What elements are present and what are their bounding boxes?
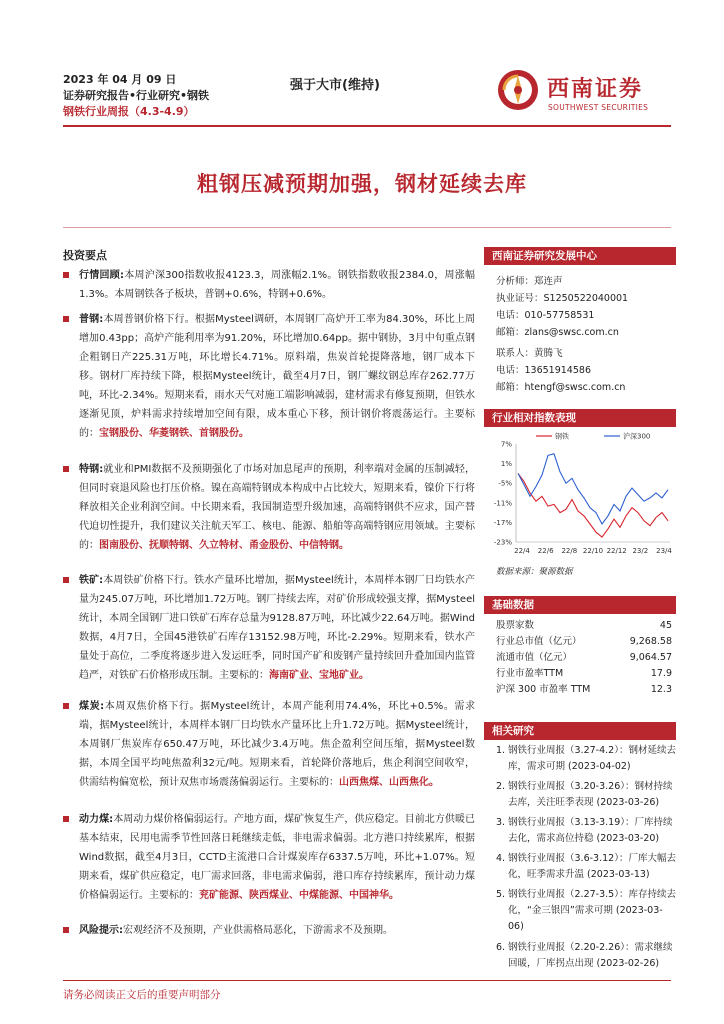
key-point-label: 行情回顾: (79, 270, 124, 281)
chart-x-tick-label: 22/6 (537, 547, 554, 555)
page-title: 粗钢压减预期加强，钢材延续去库 (197, 172, 527, 196)
key-point-label: 铁矿: (79, 575, 104, 586)
related-report-title: 钢铁行业周报（3.20-3.26）：钢材持续去库，关注旺季表现 (2023-03-26) (508, 781, 673, 808)
related-report-number: 3. (496, 817, 506, 828)
basic-data-key: 行业市盈率TTM (496, 668, 564, 679)
basic-data-key: 沪深 300 市盈率 TTM (496, 684, 591, 695)
basic-data-row (496, 634, 672, 650)
basic-data-value: 17.9 (650, 668, 672, 679)
basic-data-key: 股票家数 (496, 620, 535, 631)
basic-data-value: 9,064.57 (629, 652, 672, 663)
chart-x-tick-label: 22/4 (514, 547, 530, 555)
chart-source: 数据来源：聚源数据 (496, 567, 573, 577)
key-point-iron-ore (63, 571, 475, 685)
contact-email[interactable]: 邮箱：htengf@swsc.com.cn (496, 382, 626, 393)
key-point-targets: 宝钢股份、华菱钢铁、首钢股份。 (99, 428, 249, 439)
key-point-label: 煤炭: (79, 701, 105, 712)
basic-data-key: 流通市值（亿元） (496, 652, 573, 663)
chart-y-tick-label: -11% (493, 499, 512, 508)
basic-data-row (496, 666, 672, 682)
related-report-number: 5. (496, 889, 506, 900)
related-report-number: 4. (496, 853, 506, 864)
key-point-targets: 图南股份、抚顺特钢、久立特材、甬金股份、中信特钢。 (99, 540, 349, 551)
contact-name: 联系人：黄腾飞 (496, 348, 563, 359)
key-point-special-steel (63, 460, 475, 555)
key-point-text: 本周沪深300指数收报4123.3，周涨幅2.1%。钢铁指数收报2384.0，周涨幅1.3%。本周钢铁各子板块，普钢+0.6%，特钢+0.6%。 (79, 270, 475, 300)
report-category: 证券研究报告•行业研究•钢铁 (63, 89, 210, 102)
key-point-text: 本周动力煤价格偏弱运行。产地方面，煤矿恢复生产，供应稳定。目前北方供暖已基本结束，民用电需季节性回落日耗继续走低，非电需求偏弱。北方港口持续累库，根据Wind数据，截至4月3日，CCTD主流港口合计煤炭库存6337.5万吨，环比+1.07%。短期来看，煤矿供应稳定，电厂需求回落，非电需求偏弱，港口库存持续累库，预计动力煤价格偏弱运行。主要标的： (79, 814, 476, 901)
key-point-targets: 海南矿业、宝地矿业。 (269, 670, 369, 681)
bullet-icon (63, 272, 69, 278)
industry-rating: 强于大市(维持) (290, 78, 380, 93)
report-date: 2023 年 04 月 09 日 (63, 73, 177, 86)
basic-data-row (496, 682, 672, 698)
related-report-number: 6. (496, 942, 506, 953)
key-point-risk (63, 921, 475, 940)
relative-index-chart (486, 430, 676, 562)
header-divider (63, 125, 671, 127)
analyst-email[interactable]: 邮箱：zlans@swsc.com.cn (496, 327, 619, 338)
key-point-text: 本周普钢价格下行。根据Mysteel调研，本周钢厂高炉开工率为84.30%，环比上周增加0.43pp；高炉产能利用率为91.20%，环比增加0.64pp。据中钢协，3月中旬重点钢企粗钢日产225.31万吨，环比增长4.71%。原料端，焦炭首轮提降落地，钢厂成本下移。钢材厂库持续下降，根据Mysteel统计，截至4月7日，钢厂螺纹钢总库存262.77万吨，环比-2.34%。短期来看，雨水天气对施工端影响减弱，建材需求有修复预期，但铁水逐渐见顶，炉料需求持续增加空间有限，成本重心下移，预计钢价将震荡运行。主要标的： (79, 314, 476, 439)
basic-data-value: 45 (659, 620, 672, 631)
related-report-title: 钢铁行业周报（3.27-4.2）：钢材延续去库，需求可期 (2023-04-02) (508, 745, 676, 772)
chart-x-tick-label: 23/4 (656, 547, 672, 555)
footer-disclaimer[interactable]: 请务必阅读正文后的重要声明部分 (63, 989, 221, 1001)
basic-data-value: 9,268.58 (629, 636, 672, 647)
basic-data-title: 基础数据 (484, 596, 676, 614)
chart-y-tick-label: 7% (500, 440, 512, 449)
bullet-icon (63, 316, 69, 322)
chart-series-line (518, 473, 668, 537)
key-point-market (63, 266, 475, 304)
key-point-label: 普钢: (79, 314, 104, 325)
report-name: 钢铁行业周报（4.3-4.9） (63, 105, 195, 118)
chart-legend-label: 钢铁 (555, 432, 569, 441)
related-report-link[interactable] (496, 851, 676, 883)
key-point-text: 就业和PMI数据不及预期强化了市场对加息尾声的预期，利率端对金属的压制减轻，但同时衰退风险也打压价格。镍在高端特钢成本构成中占比较大，短期来看，镍价下行将释放相关企业利润空间。中长期来看，我国制造型升级加速，高端特钢供不应求，国产替代迫切性提升，我们建议关注航天军工、核电、能源、船舶等高端特钢应用领域。主要标的： (79, 464, 476, 551)
key-point-text: 宏观经济不及预期，产业供需格局恶化，下游需求不及预期。 (123, 925, 393, 936)
related-report-title: 钢铁行业周报（2.27-3.5）：库存持续去化，“金三银四”需求可期 (2023-03-06) (508, 889, 676, 932)
chart-x-tick-label: 23/2 (632, 547, 649, 555)
analyst-phone: 电话：010-57758531 (496, 310, 595, 321)
chart-legend-label: 沪深300 (623, 432, 651, 441)
footer-divider (63, 980, 671, 981)
related-report-link[interactable] (496, 887, 676, 935)
title-divider (63, 227, 671, 228)
related-report-title: 钢铁行业周报（3.6-3.12）：厂库大幅去化，旺季需求升温 (2023-03-13) (508, 853, 676, 880)
chart-y-tick-label: -5% (498, 479, 512, 488)
related-report-link[interactable] (496, 743, 676, 775)
chart-x-tick-label: 22/8 (561, 547, 578, 555)
key-point-coal (63, 697, 475, 792)
key-point-thermal-coal (63, 810, 475, 905)
related-report-title: 钢铁行业周报（2.20-2.26）：需求继续回暖，厂库拐点出现 (2023-02-26) (508, 942, 673, 969)
basic-data-key: 行业总市值（亿元） (496, 636, 582, 647)
chart-series-line (518, 454, 668, 524)
chart-y-tick-label: -23% (493, 538, 512, 547)
key-point-targets: 兖矿能源、陕西煤业、中煤能源、中国神华。 (199, 890, 399, 901)
chart-x-tick-label: 22/12 (606, 547, 627, 555)
basic-data-row (496, 618, 672, 634)
bullet-icon (63, 703, 69, 709)
company-logo-en: SOUTHWEST SECURITIES (548, 103, 649, 112)
analyst-license: 执业证号：S1250522040001 (496, 293, 629, 304)
relative-index-title: 行业相对指数表现 (484, 409, 676, 427)
key-point-text: 本周双焦价格下行。据Mysteel统计，本周产能利用74.4%，环比+0.5%。需求端，据Mysteel统计，本周样本钢厂日均铁水产量环比上升1.72万吨。据Mysteel统计，本周钢厂焦炭库存650.47万吨，环比减少3.4万吨。焦企盈利空间压缩，据Mysteel数据，本周全国平均吨焦盈利32元/吨。短期来看，首轮降价落地后，焦企利润空间收窄，供需结构偏宽松，预计双焦市场震荡偏弱运行。主要标的： (79, 701, 476, 788)
bullet-icon (63, 577, 69, 583)
chart-y-tick-label: 1% (500, 460, 512, 469)
key-point-label: 风险提示: (79, 925, 123, 936)
chart-y-tick-label: -17% (493, 518, 512, 527)
chart-x-tick-label: 22/10 (582, 547, 604, 555)
company-logo-icon (497, 69, 539, 111)
bullet-icon (63, 466, 69, 472)
key-point-common-steel (63, 310, 475, 443)
related-research-title: 相关研究 (484, 722, 676, 740)
key-point-label: 动力煤: (79, 814, 114, 825)
basic-data-row (496, 650, 672, 666)
key-points-heading: 投资要点 (63, 249, 107, 262)
related-report-title: 钢铁行业周报（3.13-3.19）：厂库持续去化，需求高位持稳 (2023-03-20) (508, 817, 673, 844)
related-report-number: 1. (496, 745, 506, 756)
related-report-number: 2. (496, 781, 506, 792)
key-point-targets: 山西焦煤、山西焦化。 (339, 777, 439, 788)
key-point-label: 特钢: (79, 464, 104, 475)
key-point-text: 本周铁矿价格下行。铁水产量环比增加，据Mysteel统计，本周样本钢厂日均铁水产量为245.07万吨，环比增加1.72万吨。钢厂持续去库，对矿价形成较强支撑，据Mysteel统计，本周全国钢厂进口铁矿石库存总量为9128.87万吨，环比减少22.64万吨。据Wind数据，4月7日，全国45港铁矿石库存13152.98万吨，环比-2.29%。短期来看，铁水产量处于高位，二季度将逐步进入发运旺季，同时国产矿和废钢产量持续回升叠加国内监管趋严，对铁矿石价格形成压制。主要标的： (79, 575, 476, 681)
bullet-icon (63, 816, 69, 822)
research-center-title: 西南证券研究发展中心 (484, 247, 676, 265)
related-report-link[interactable] (496, 815, 676, 847)
related-report-link[interactable] (496, 940, 676, 972)
bullet-icon (63, 927, 69, 933)
company-logo-name: 西南证券 (547, 76, 644, 102)
related-report-link[interactable] (496, 779, 676, 811)
contact-phone: 电话：13651914586 (496, 365, 591, 376)
basic-data-value: 12.3 (650, 684, 672, 695)
analyst-name: 分析师：郑连声 (496, 276, 563, 287)
